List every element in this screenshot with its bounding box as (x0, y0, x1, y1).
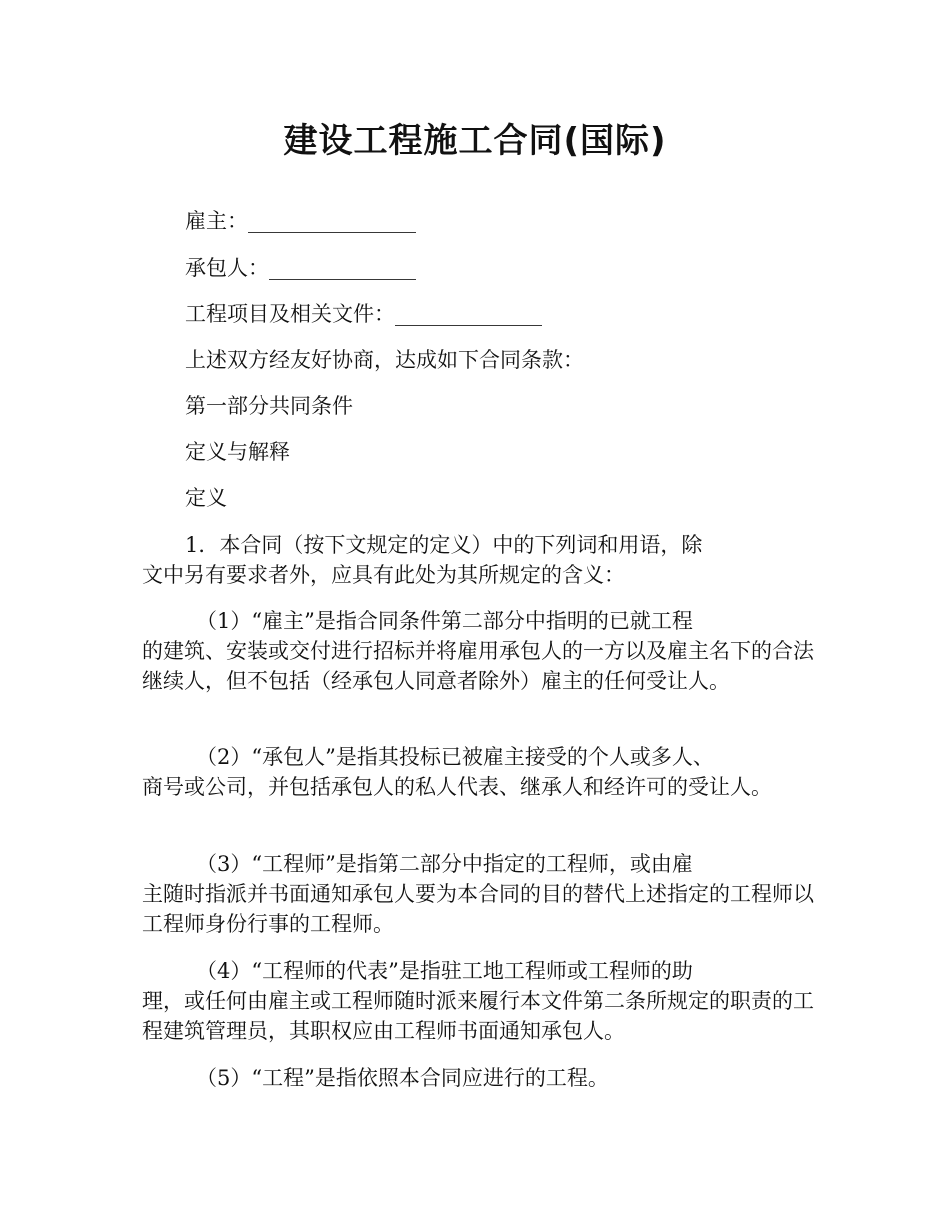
project-documents-blank: ______________ (395, 302, 542, 326)
item-3-first-line: （3）“工程师”是指第二部分中指定的工程师，或由雇 (196, 852, 693, 876)
employer-blank: ________________ (248, 209, 416, 233)
intro-text: 上述双方经友好协商，达成如下合同条款： (185, 348, 584, 372)
contractor-label: 承包人： (185, 256, 269, 280)
item-1-rest: 的建筑、安装或交付进行招标并将雇用承包人的一方以及雇主名下的合法继续人，但不包括（经承包人同意者除外）雇主的任何受让人。 (142, 639, 814, 693)
clause-1-rest: 文中另有要求者外，应具有此处为其所规定的含义： (142, 563, 625, 587)
employer-field (185, 206, 416, 236)
item-1-first-line: （1）“雇主”是指合同条件第二部分中指明的已就工程 (196, 609, 693, 633)
definition-item-engineer-representative (142, 956, 832, 1046)
contractor-blank: ______________ (269, 256, 416, 280)
definition-item-contractor (142, 742, 832, 802)
clause-1 (142, 530, 832, 590)
item-3-rest: 主随时指派并书面通知承包人要为本合同的目的替代上述指定的工程师以工程师身份行事的工程师。 (142, 882, 814, 936)
definition-item-employer (142, 606, 832, 696)
definition-item-engineer (142, 849, 832, 939)
document-title: 建设工程施工合同(国际) (283, 121, 667, 161)
section-heading: 定义与解释 (185, 440, 290, 464)
subsection-heading: 定义 (185, 486, 227, 510)
contractor-field (185, 253, 416, 283)
item-4-rest: 理，或任何由雇主或工程师随时派来履行本文件第二条所规定的职责的工程建筑管理员，其职权应由工程师书面通知承包人。 (142, 989, 814, 1043)
project-documents-field (185, 299, 542, 329)
part-heading: 第一部分共同条件 (185, 394, 353, 418)
project-documents-label: 工程项目及相关文件： (185, 302, 395, 326)
item-2-rest: 商号或公司，并包括承包人的私人代表、继承人和经许可的受让人。 (142, 775, 772, 799)
item-4-first-line: （4）“工程师的代表”是指驻工地工程师或工程师的助 (196, 959, 693, 983)
item-5-first-line: （5）“工程”是指依照本合同应进行的工程。 (196, 1066, 609, 1090)
definition-item-works (142, 1063, 832, 1093)
employer-label: 雇主： (185, 209, 248, 233)
item-2-first-line: （2）“承包人”是指其投标已被雇主接受的个人或多人、 (196, 745, 714, 769)
clause-1-first-line: 1．本合同（按下文规定的定义）中的下列词和用语，除 (185, 533, 703, 557)
